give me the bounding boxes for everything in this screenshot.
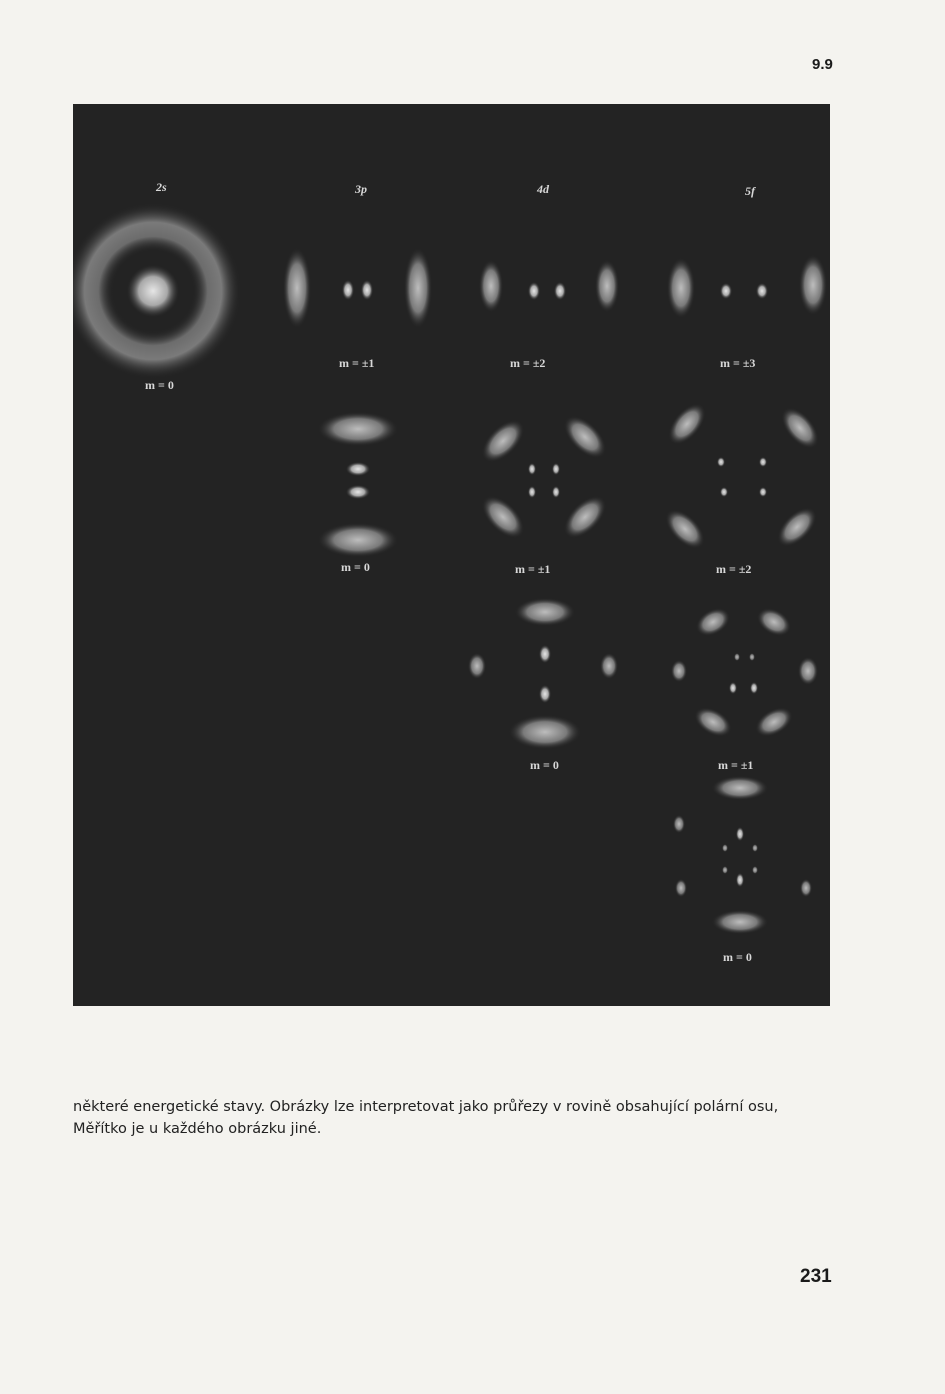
- m-label-5f-pm2: m = ±2: [716, 562, 752, 576]
- m-label-3p-pm1: m = ±1: [339, 356, 375, 370]
- orbital-label-3p: 3p: [355, 182, 367, 196]
- orbital-label-5f: 5f: [745, 184, 755, 198]
- m-label-3p-m0: m = 0: [341, 560, 370, 574]
- orbital-3p-m0: [318, 412, 398, 557]
- page-number: 231: [800, 1266, 832, 1287]
- m-label-5f-pm3: m = ±3: [720, 356, 756, 370]
- m-label-5f-m0: m = 0: [723, 950, 752, 964]
- orbital-2s-m0: [73, 203, 241, 379]
- figure-caption: [73, 1096, 843, 1140]
- caption-line-1: některé energetické stavy. Obrázky lze interpretovat jako průřezy v rovině obsahující polární osu,: [73, 1099, 779, 1115]
- orbital-label-2s: 2s: [156, 180, 167, 194]
- section-number: 9.9: [812, 56, 833, 73]
- m-label-2s-m0: m = 0: [145, 378, 174, 392]
- orbital-5f-m1: [671, 603, 818, 743]
- m-label-4d-pm2: m = ±2: [510, 356, 546, 370]
- m-label-4d-m0: m = 0: [530, 758, 559, 772]
- m-label-5f-pm1: m = ±1: [718, 758, 754, 772]
- orbital-density-plots: [73, 104, 830, 1006]
- orbital-5f-m2: [659, 397, 826, 555]
- orbital-5f-m3: [667, 255, 827, 318]
- orbital-4d-m0: [468, 598, 618, 749]
- orbital-4d-m1: [475, 409, 614, 546]
- orbital-figure: [73, 104, 830, 1006]
- orbital-4d-m2: [479, 260, 619, 312]
- orbital-3p-m1: [283, 248, 432, 328]
- m-label-4d-pm1: m = ±1: [515, 562, 551, 576]
- orbital-5f-m0: [673, 776, 812, 934]
- orbital-label-4d: 4d: [537, 182, 549, 196]
- caption-line-2: Měřítko je u každého obrázku jiné.: [73, 1121, 322, 1137]
